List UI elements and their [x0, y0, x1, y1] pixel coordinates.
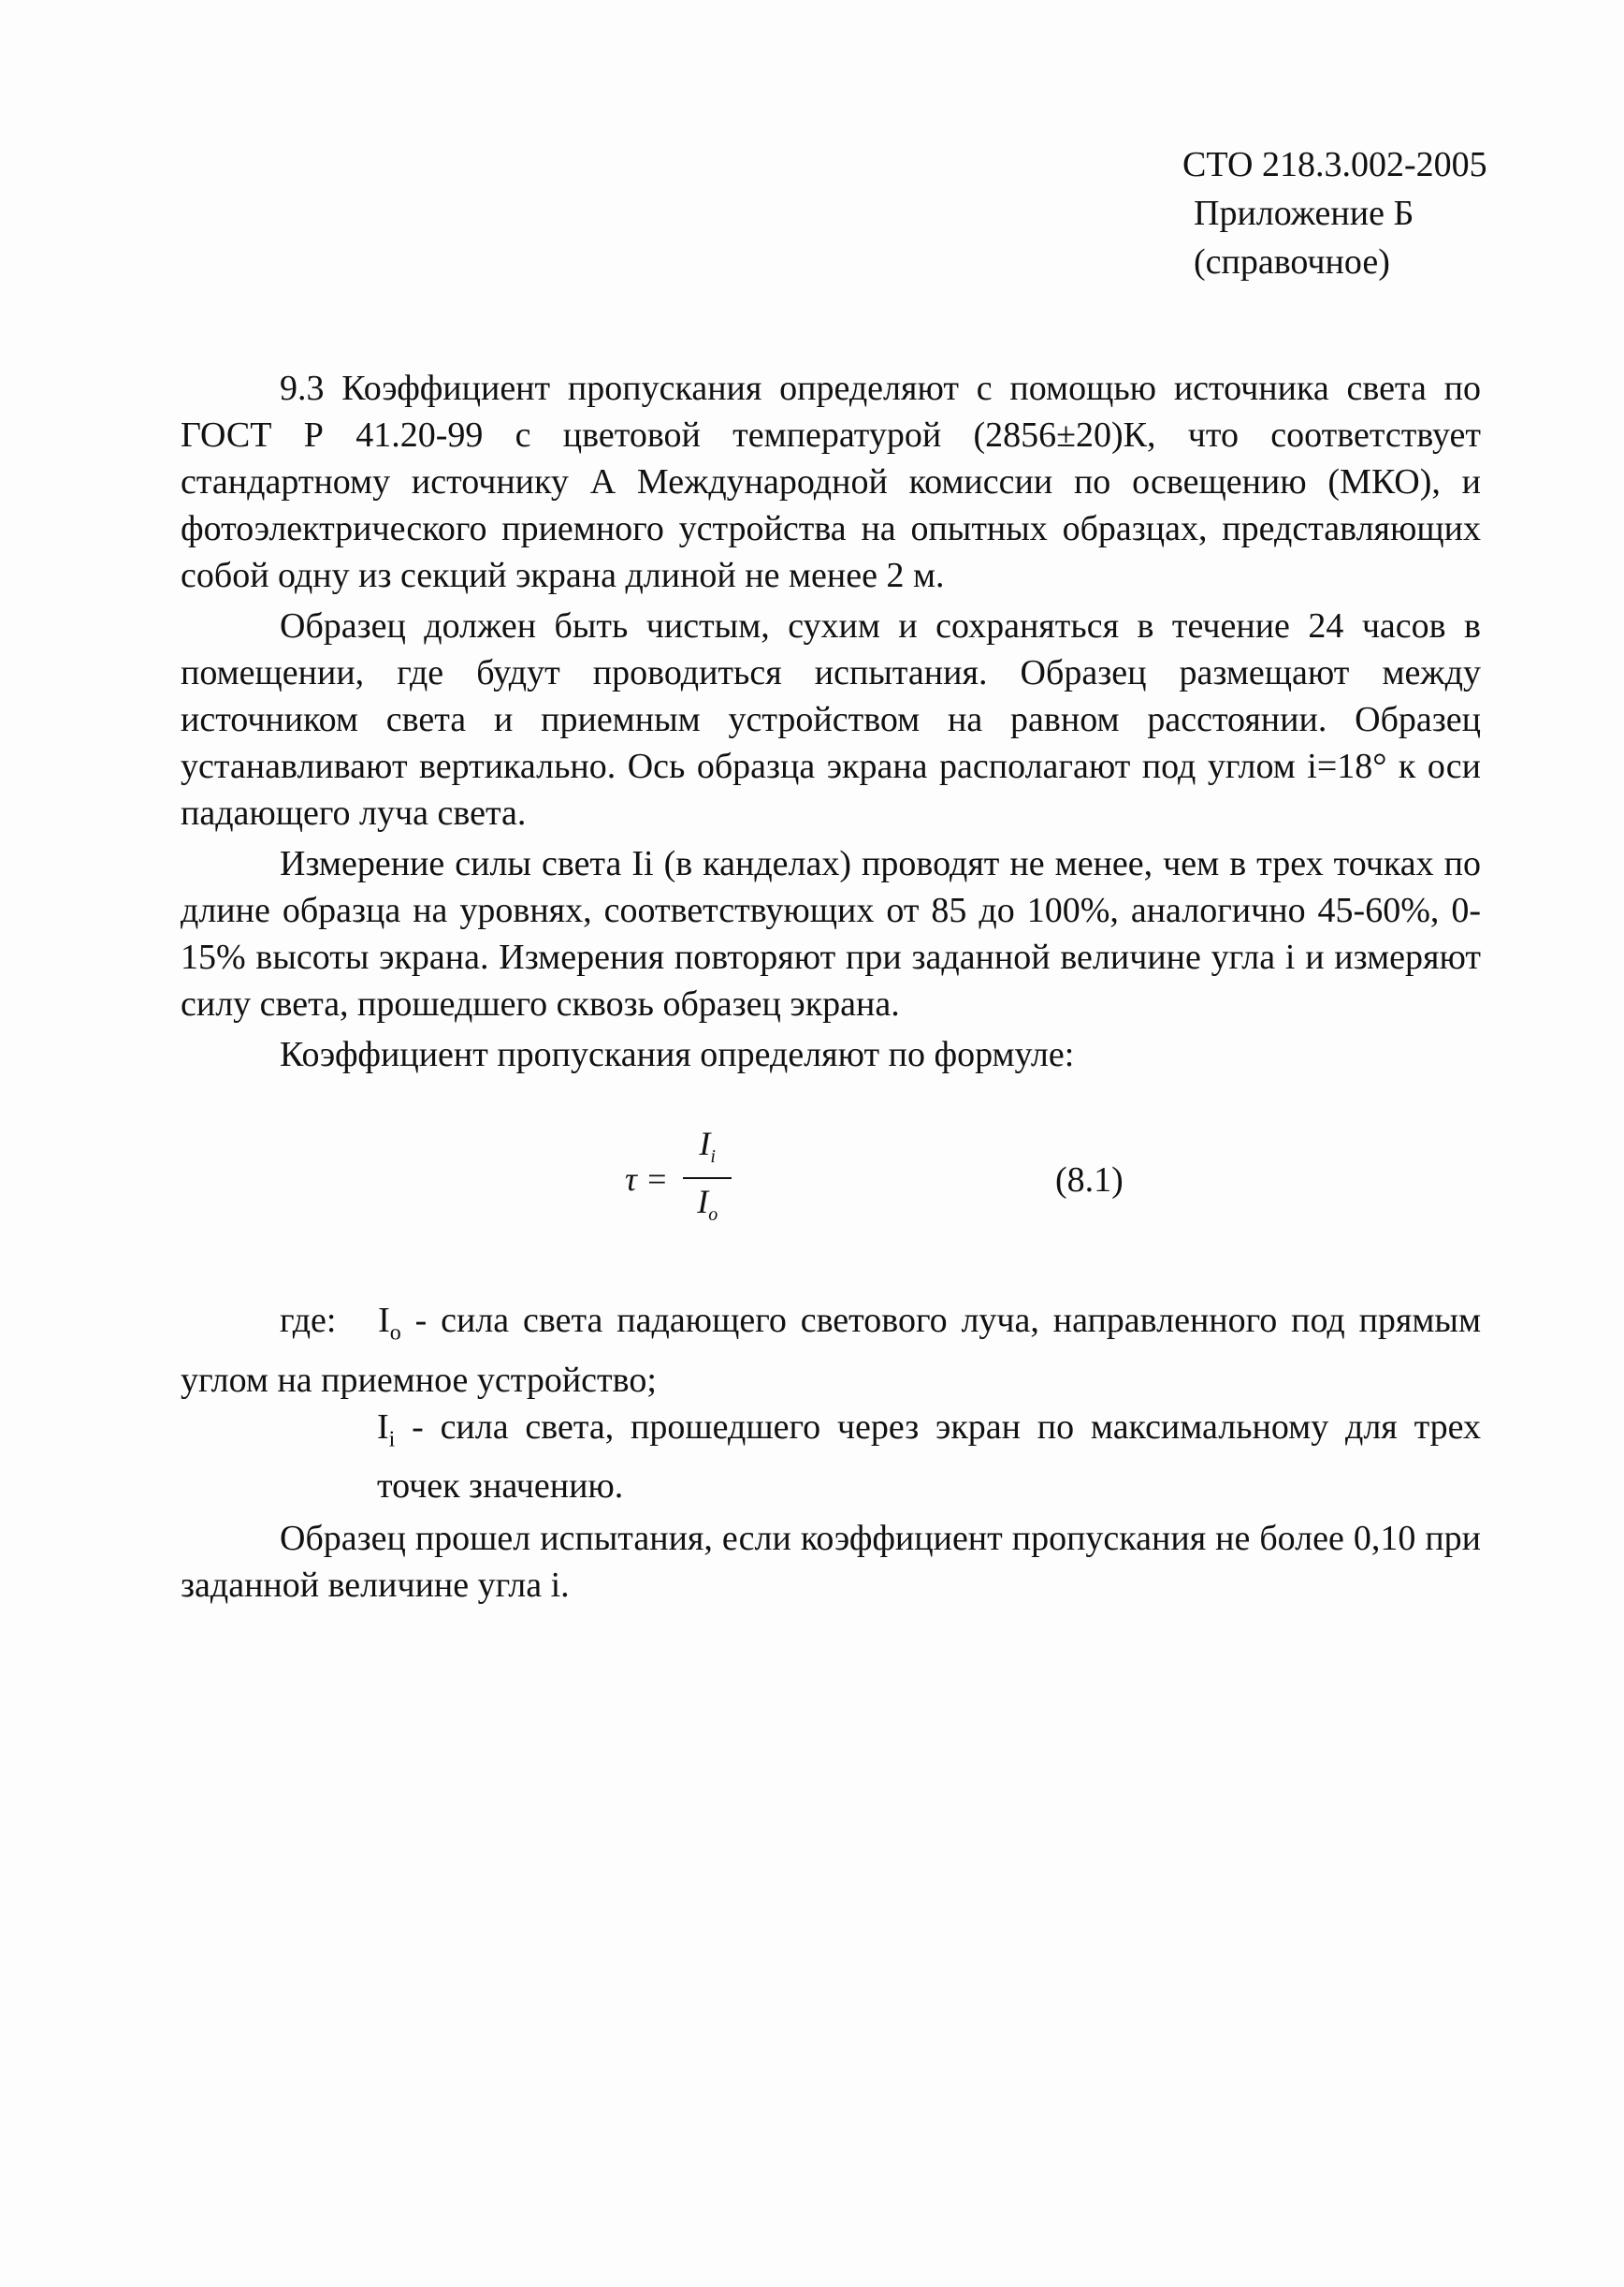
i0-subscript: o: [389, 1320, 401, 1346]
formula-numerator-subscript: i: [710, 1146, 716, 1168]
formula-denominator-subscript: o: [708, 1204, 718, 1226]
transmission-formula: [625, 1125, 732, 1233]
formula-denominator-symbol: I: [697, 1183, 709, 1221]
formula-lhs: τ =: [625, 1160, 669, 1199]
definition-i0: [181, 1297, 1481, 1404]
formula-numerator: [691, 1125, 723, 1177]
appendix-type: (справочное): [1194, 242, 1390, 282]
document-code: СТО 218.3.002-2005: [1182, 145, 1487, 184]
paragraph-conclusion: Образец прошел испытания, если коэффициент пропускания не более 0,10 при заданной величине угла i.: [181, 1519, 1481, 1606]
i0-symbol: [378, 1301, 401, 1346]
ii-symbol: [377, 1406, 396, 1452]
paragraph-9-3: 9.3 Коэффициент пропускания определяют с помощью источника света по ГОСТ Р 41.20-99 с цветовой температурой (2856±20)К, что соответствует стандартному источнику А Международной комиссии по освещению (МКО), и фотоэлектрического приемного устройства на опытных образцах, представляющих собой одну из секций экрана длиной не менее 2 м.: [181, 369, 1481, 595]
ii-definition-text: - сила света, прошедшего через экран по максимальному для трех точек значению.: [377, 1406, 1481, 1507]
formula-block: [181, 1115, 1481, 1256]
paragraph-formula-intro: Коэффициент пропускания определяют по формуле:: [280, 1035, 1075, 1074]
equation-number: (8.1): [1055, 1160, 1124, 1200]
definition-ii: [181, 1404, 1481, 1510]
i0-definition-text: - сила света падающего светового луча, направленного под прямым углом на приемное устройство;: [181, 1301, 1482, 1400]
ii-letter: I: [377, 1406, 389, 1447]
paragraph-measurement: Измерение силы света Ii (в канделах) проводят не менее, чем в трех точках по длине образца на уровнях, соответствующих от 85 до 100%, аналогично 45-60%, 0-15% высоты экрана. Измерения повторяют при заданной величине угла i и измеряют силу света, прошедшего сквозь образец экрана.: [181, 844, 1481, 1024]
formula-denominator: [689, 1179, 725, 1233]
paragraph-sample-conditions: Образец должен быть чистым, сухим и сохраняться в течение 24 часов в помещении, где будут проводиться испытания. Образец размещают между источником света и приемным устройством на равном расстоянии. Образец устанавливают вертикально. Ось образца экрана располагают под углом i=18° к оси падающего луча света.: [181, 606, 1481, 833]
where-label: где:: [280, 1301, 337, 1340]
i0-letter: I: [378, 1301, 390, 1340]
document-body: [181, 365, 1481, 1612]
ii-subscript: i: [388, 1427, 396, 1452]
document-header: [1182, 140, 1501, 286]
formula-fraction: [683, 1125, 732, 1233]
formula-numerator-symbol: I: [699, 1125, 711, 1162]
appendix-title: Приложение Б: [1194, 194, 1414, 233]
